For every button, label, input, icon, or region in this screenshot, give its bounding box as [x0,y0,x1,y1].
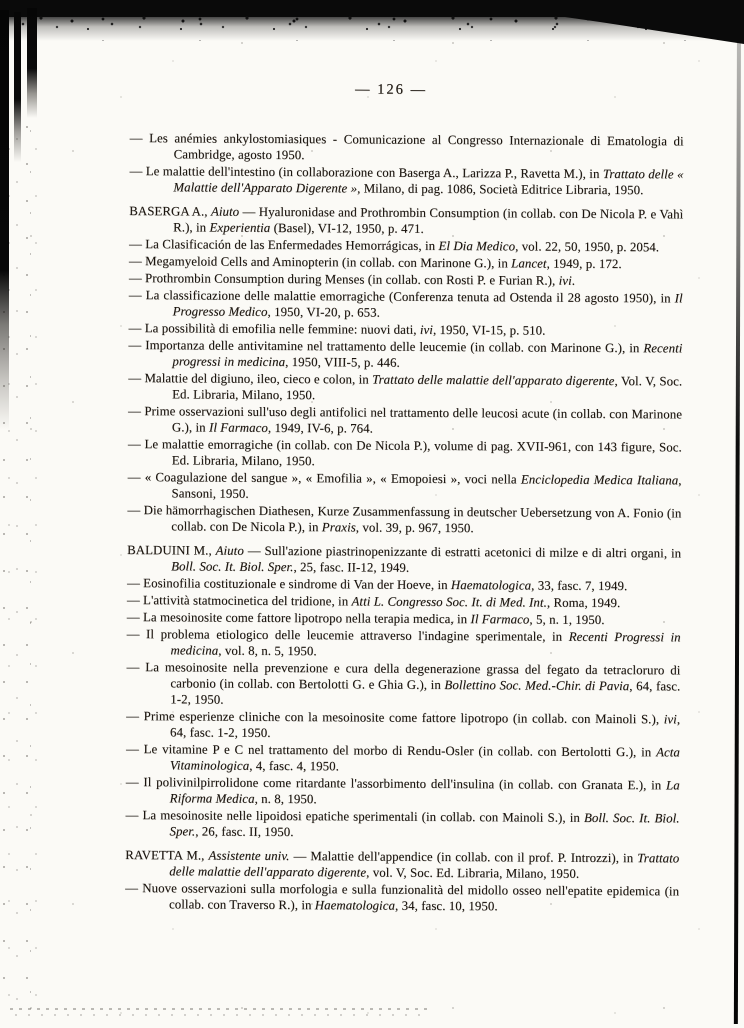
entry-journal-title: Boll. Soc. It. Biol. Sper. [171,559,294,575]
entry-journal-title: ivi [558,273,572,288]
entry-text: — Megamyeloid Cells and Aminopterin (in collab. con Marinone G.), in [128,254,512,271]
entry-journal-title: Recenti Progressi in medicina [170,629,681,658]
entry-journal-title: ivi [419,322,434,337]
scan-binding-bar [27,8,37,118]
entry-text: , 1949, p. 172. [546,256,622,272]
bibliography-entry [129,287,683,322]
entry-journal-title: Recenti progressi in medicina [172,341,683,370]
entry-text: — La mesoinosite come fattore lipotropo nella terapia medica, in [126,610,471,627]
entry-text: , 1950, VIII-5, p. 446. [285,355,400,370]
entry-text: — Sull'azione piastrinopenizzante di estratti acetonici di milze e di altri organi, in [243,543,682,561]
entry-text: , 5, n. 1, 1950. [529,612,605,627]
bibliography-entry [128,337,682,372]
entry-journal-title: Boll. Soc. It. Biol. Sper. [169,810,680,839]
section-introzzi-continued [129,130,683,198]
bibliography-entry [126,708,680,743]
bibliography-entry [129,163,683,198]
entry-text: , 4, fasc. 4, 1950. [249,758,339,774]
entry-text: — Prime esperienze cliniche con la mesoinosite come fattore lipotropo (in collab. con Mainoli S.), [126,709,664,727]
entry-journal-title: Bollettino Soc. Med.-Chir. di Pavia [444,677,630,694]
entry-journal-title: Aiuto [210,204,240,219]
entry-text: — Le malattie emorragiche (in collab. con De Nicola P.), volume di pag. XVII-961, con 143 figure, Soc. Ed. Libraria, Milano, 1950. [127,437,682,469]
entry-text: — Eosinofilia costituzionale e sindrome di Van der Hoeve, in [126,576,451,593]
entry-text: — Les anémies ankylostomiasiques - Comunicazione al Congresso Internazionale di Ematologia di Cambridge, agosto 1950. [129,131,684,163]
entry-text: , 25, fasc. II-12, 1949. [293,560,410,575]
scan-bottom-edge-noise [10,1004,430,1018]
entry-text: , 34, fasc. 10, 1950. [394,898,498,914]
bibliography-entry [127,592,681,611]
entry-text: , n. 8, 1950. [254,791,317,807]
entry-journal-title: Lancet [511,256,547,271]
entry-journal-title: Acta Vitaminologica [169,745,681,773]
entry-journal-title: Il Progresso Medico [172,291,683,319]
entry-text: — Le vitamine P e C nel trattamento del morbo di Rendu-Osler (in collab. con Bertolotti G.), in [125,742,657,760]
entry-text: — L'attività statmocinetica del tridione, in [126,593,352,609]
entry-text: , 1950, VI-15, p. 510. [432,322,546,338]
entry-text: BASERGA A., [129,204,212,219]
entry-journal-title: Aiuto [215,543,244,558]
entry-journal-title: La Riforma Medica [169,778,680,806]
entry-text: — Die hämorrhagischen Diathesen, Kurze Zusammenfassung in deutscher Uebersetzung von A. Fonio (in collab. con De Nicola P.), in [127,503,682,535]
entry-text: — La mesoinosite nella prevenzione e cura della degenerazione grassa del fegato da tetracloruro di carbonio (in collab. con Bertolotti G. e Ghia G.), in [126,660,681,692]
section-ravetta [125,847,679,915]
entry-text: — « Coagulazione del sangue », « Emofilia », « Emopoiesi », voci nella [127,470,521,487]
section-balduini [125,542,681,842]
entry-journal-title: Trattato delle malattie dell'apparato digerente [169,851,680,880]
scan-binding-bar [14,12,21,162]
entry-journal-title: El Dia Medico [438,238,516,254]
bibliography-entry [129,253,683,272]
entry-journal-title: Assistente univ. [208,848,290,864]
entry-text: (Basel), VI-12, 1950, p. 471. [270,220,424,236]
bibliography-entry [125,880,679,915]
entry-text: — Malattie del digiuno, ileo, cieco e colon, in [128,371,373,387]
scan-binding-bar [0,10,9,430]
entry-text: , 33, fasc. 7, 1949. [531,578,628,594]
entry-text: . [571,273,576,288]
entry-journal-title: Praxis [321,520,356,535]
bibliography-entry [127,626,681,661]
entry-text: — Le malattie dell'intestino (in collaborazione con Baserga A., Larizza P., Ravetta M.), in [129,164,603,181]
entry-journal-title: Experientia [209,220,271,235]
entry-journal-title: Atti L. Congresso Soc. It. di Med. Int. [351,594,547,610]
entry-text: — Il problema etiologico delle leucemie attraverso l'indagine sperimentale, in [126,627,569,644]
entry-text: BALDUINI M., [127,543,216,558]
bibliography-entry [128,320,682,339]
entry-journal-title: Enciclopedia Medica Italiana [520,472,679,488]
entry-text: — La classificazione delle malattie emorragiche (Conferenza tenuta ad Ostenda il 28 agosto 1950), in [128,288,675,306]
entry-text: , vol. 22, 50, 1950, p. 2054. [515,239,660,255]
entry-text: — Prothrombin Consumption during Menses (in collab. con Rosti P. e Furian R.), [128,271,559,288]
entry-text: — La mesoinosite nelle lipoidosi epatiche sperimentali (in collab. con Mainoli S.), in [125,808,585,825]
entry-journal-title: ivi [663,712,677,727]
entry-journal-title: Trattato delle malattie dell'apparato digerente [372,372,615,389]
entry-text: , 64, fasc. 1-2, 1950. [170,712,681,740]
entry-text: , vol. 39, p. 967, 1950. [355,520,474,536]
entry-journal-title: Haematologica [314,898,396,913]
entry-text: — Prime osservazioni sull'uso degli antifolici nel trattamento delle leucosi acute (in collab. con Marinone G.), in [127,404,683,435]
entry-text: — Il polivinilpirrolidone come ritardante l'assorbimento dell'insulina (in collab. con Granata E.), in [125,775,667,793]
entry-text: — La possibilità di emofilia nelle femmine: nuovi dati, [128,321,420,337]
entry-journal-title: Haematologica [450,578,532,593]
entry-text: — Hyaluronidase and Prothrombin Consumption (in collab. con De Nicola P. e Vahì R.), in [173,204,684,235]
bibliography-entry [125,847,679,882]
entry-text: , Roma, 1949. [546,595,621,611]
bibliography-entry [130,130,684,165]
entry-text: — Malattie dell'appendice (in collab. con il prof. P. Introzzi), in [289,849,638,866]
bibliography [125,129,684,915]
bibliography-entry [126,741,680,776]
bibliography-entry [127,609,681,628]
bibliography-entry [125,807,679,842]
bibliography-entry [128,436,682,471]
entry-text: , 26, fasc. II, 1950. [195,824,294,840]
entry-journal-title: Il Farmaco [470,612,530,627]
entry-text: , Sansoni, 1950. [171,473,682,501]
entry-journal-title: Il Farmaco [208,420,268,435]
bibliography-entry [129,270,683,289]
entry-text: — La Clasificación de las Enfermedades Hemorrágicas, in [129,237,439,253]
entry-text: , vol. 8, n. 5, 1950. [218,643,317,659]
bibliography-entry [128,370,682,405]
bibliography-entry [126,659,680,710]
bibliography-entry [126,774,680,809]
bibliography-entry [129,203,683,238]
entry-text: , vol. V, Soc. Ed. Libraria, Milano, 1950. [366,865,580,881]
entry-text: , 1950, VI-20, p. 653. [267,304,381,320]
entry-journal-title: Trattato delle « Malattie dell'Apparato Digerente » [173,166,684,196]
bibliography-entry [127,575,681,594]
bibliography-entry [127,469,681,504]
section-baserga [127,203,683,537]
entry-text: RAVETTA M., [125,848,209,863]
entry-text: — Importanza delle antivitamine nel trattamento delle leucemie (in collab. con Marinone G.), in [128,338,644,356]
page-number: — 126 — [354,81,428,98]
bibliography-entry [127,542,681,577]
entry-text: , 64, fasc. 1-2, 1950. [170,679,681,707]
entry-text: , Vol. V, Soc. Ed. Libraria, Milano, 1950. [172,374,683,403]
entry-text: , Milano, di pag. 1086, Società Editrice Libraria, 1950. [357,181,644,198]
bibliography-entry [128,403,682,438]
bibliography-entry [129,236,683,255]
bibliography-entry [127,502,681,537]
entry-text: , 1949, IV-6, p. 764. [267,420,374,436]
entry-text: — Nuove osservazioni sulla morfologia e sulla funzionalità del midollo osseo nell'epatite epidemica (in collab. con Traverso R.), in [125,881,680,913]
